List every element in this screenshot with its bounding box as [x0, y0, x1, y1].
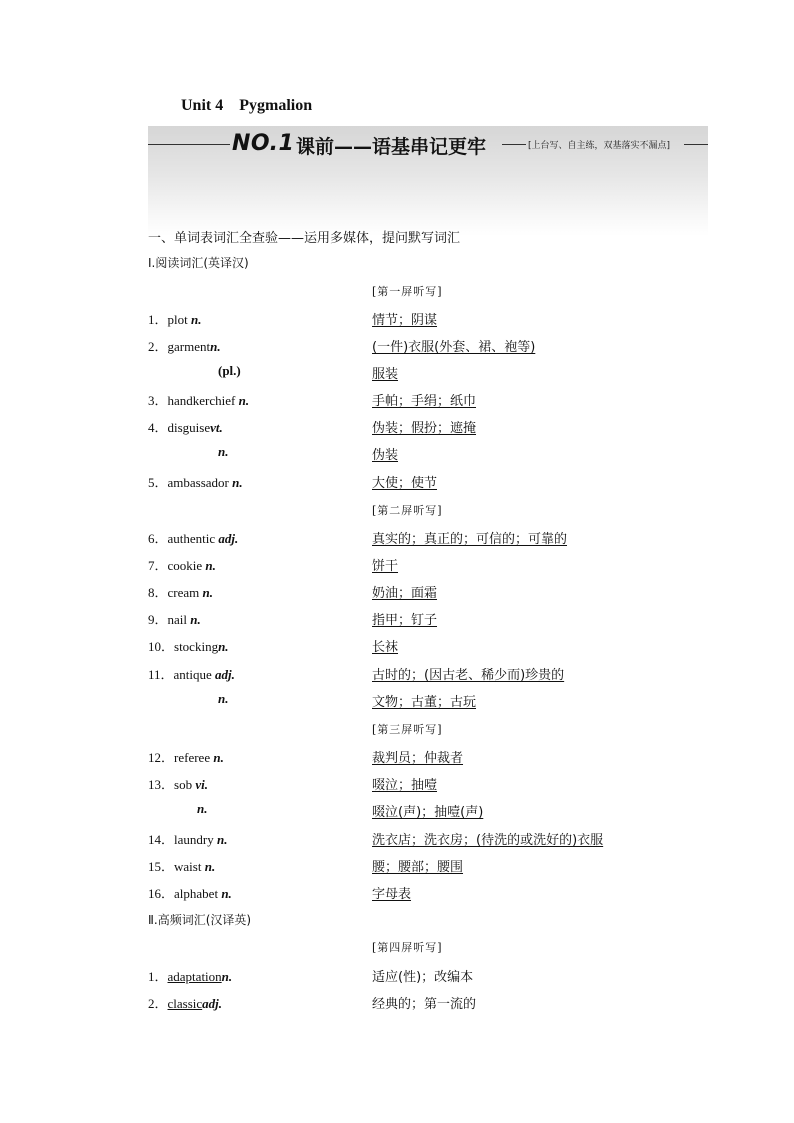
- reading-vocab-heading: Ⅰ.阅读词汇(英译汉): [148, 256, 249, 270]
- item-pos: n.: [205, 558, 216, 573]
- item-meaning: 奶油；面霜: [372, 586, 438, 601]
- item-number: 4．: [148, 420, 168, 435]
- banner-rule-middle: [502, 144, 526, 145]
- item-number: 7．: [148, 558, 168, 573]
- item-number: 11．: [148, 667, 174, 682]
- item-word: alphabet: [174, 886, 219, 901]
- item-word: classic: [167, 996, 203, 1011]
- vocab-row: [0, 747, 794, 767]
- item-number: 10．: [148, 639, 175, 654]
- item-number: 15．: [148, 859, 175, 874]
- item-meaning: 腰；腰部；腰围: [372, 860, 464, 875]
- vocab-row: [0, 444, 794, 464]
- item-pos: adj.: [215, 667, 235, 682]
- item-pos: n.: [210, 339, 221, 354]
- item-number: 13．: [148, 777, 175, 792]
- vocab-row: [0, 993, 794, 1013]
- banner-rule-right: [684, 144, 708, 145]
- item-word: disguise: [167, 420, 211, 435]
- vocab-row: [0, 582, 794, 602]
- item-meaning: 伪装；假扮；遮掩: [372, 421, 477, 436]
- vocab-row: [0, 417, 794, 437]
- banner-note: [上台写、自主练，双基落实不漏点]: [528, 141, 671, 151]
- item-pos: n.: [197, 801, 208, 816]
- item-word: ambassador: [167, 475, 229, 490]
- vocab-row: [0, 801, 794, 821]
- item-word: nail: [167, 612, 188, 627]
- vocab-row: [0, 883, 794, 903]
- item-word: referee: [174, 750, 211, 765]
- vocab-row: [0, 390, 794, 410]
- item-word: waist: [174, 859, 202, 874]
- vocab-row: [0, 664, 794, 684]
- item-word: plot: [167, 312, 188, 327]
- item-number: 2．: [148, 996, 168, 1011]
- item-pos: vt.: [210, 420, 223, 435]
- item-meaning: 字母表: [372, 887, 412, 902]
- section-heading: 一、单词表词汇全查验——运用多媒体，提问默写词汇: [148, 231, 461, 246]
- vocab-row: [0, 829, 794, 849]
- item-meaning: 文物；古董；古玩: [372, 695, 477, 710]
- item-meaning: 情节；阴谋: [372, 313, 438, 328]
- item-meaning: 手帕；手绢；纸巾: [372, 394, 477, 409]
- item-number: 3．: [148, 393, 168, 408]
- vocab-row: [0, 691, 794, 711]
- item-meaning: 指甲；钉子: [372, 613, 438, 628]
- item-number: 16．: [148, 886, 175, 901]
- item-word: garment: [167, 339, 211, 354]
- item-pos: n.: [232, 475, 243, 490]
- item-word: sob: [174, 777, 193, 792]
- item-word: handkerchief: [167, 393, 236, 408]
- item-meaning: 适应(性)；改编本: [372, 970, 474, 985]
- item-number: 6．: [148, 531, 168, 546]
- screen-label-3: [第三屏听写]: [372, 723, 443, 736]
- banner-rule-left: [148, 144, 230, 145]
- item-meaning: 伪装: [372, 448, 399, 463]
- item-word: laundry: [174, 832, 214, 847]
- item-number: 5．: [148, 475, 168, 490]
- item-number: 2．: [148, 339, 168, 354]
- item-number: 14．: [148, 832, 175, 847]
- item-pos: n.: [190, 612, 201, 627]
- item-pos: n.: [216, 832, 228, 847]
- vocab-row: [0, 309, 794, 329]
- item-meaning: 啜泣(声)；抽噎(声): [372, 805, 484, 820]
- vocab-row: [0, 609, 794, 629]
- item-meaning: 洗衣店；洗衣房；(待洗的或洗好的)衣服: [372, 833, 604, 848]
- item-meaning: 裁判员；仲裁者: [372, 751, 464, 766]
- screen-label-1: [第一屏听写]: [372, 285, 443, 298]
- vocab-row: [0, 966, 794, 986]
- vocab-row: [0, 555, 794, 575]
- item-pos: n.: [218, 444, 229, 459]
- item-word: stocking: [174, 639, 219, 654]
- item-pos: n.: [213, 750, 224, 765]
- banner-number: NO.1: [232, 131, 295, 156]
- item-pos: vi.: [195, 777, 208, 792]
- item-meaning: 饼干: [372, 559, 399, 574]
- item-word: cookie: [167, 558, 203, 573]
- item-pos: adj.: [202, 996, 223, 1011]
- item-pos: n.: [202, 585, 214, 600]
- vocab-row: [0, 528, 794, 548]
- item-pos: adj.: [218, 531, 239, 546]
- vocab-row: [0, 774, 794, 794]
- item-pos: n.: [204, 859, 216, 874]
- item-number: 9．: [148, 612, 168, 627]
- item-number: 12．: [148, 750, 175, 765]
- item-word: cream: [167, 585, 200, 600]
- item-pos: (pl.): [218, 363, 241, 378]
- item-meaning: 大使；使节: [372, 476, 438, 491]
- item-meaning: 真实的；真正的；可信的；可靠的: [372, 532, 568, 547]
- item-number: 1．: [148, 969, 168, 984]
- item-word: adaptation: [167, 969, 222, 984]
- item-pos: n.: [191, 312, 202, 327]
- vocab-row: [0, 336, 794, 356]
- item-pos: n.: [221, 969, 233, 984]
- item-pos: n.: [218, 639, 229, 654]
- item-word: authentic: [167, 531, 216, 546]
- item-meaning: 服装: [372, 367, 399, 382]
- unit-name: Pygmalion: [239, 97, 313, 114]
- vocab-row: [0, 856, 794, 876]
- vocab-row: [0, 363, 794, 383]
- item-meaning: 啜泣；抽噎: [372, 778, 438, 793]
- item-meaning: 长袜: [372, 640, 399, 655]
- item-meaning: 古时的；(因古老、稀少而)珍贵的: [372, 668, 565, 683]
- item-word: antique: [173, 667, 212, 682]
- screen-label-4: [第四屏听写]: [372, 941, 443, 954]
- vocab-row: [0, 472, 794, 492]
- item-pos: n.: [221, 886, 232, 901]
- unit-number: Unit 4: [181, 97, 224, 114]
- item-pos: n.: [218, 691, 229, 706]
- item-number: 1．: [148, 312, 168, 327]
- high-freq-vocab-heading: Ⅱ.高频词汇(汉译英): [148, 913, 252, 927]
- vocab-row: [0, 636, 794, 656]
- screen-label-2: [第二屏听写]: [372, 504, 443, 517]
- item-number: 8．: [148, 585, 168, 600]
- item-pos: n.: [238, 393, 250, 408]
- unit-title: [181, 97, 312, 115]
- item-meaning: 经典的；第一流的: [372, 997, 477, 1012]
- item-meaning: (一件)衣服(外套、裙、袍等): [372, 340, 536, 355]
- banner-title: 课前——语基串记更牢: [296, 136, 487, 158]
